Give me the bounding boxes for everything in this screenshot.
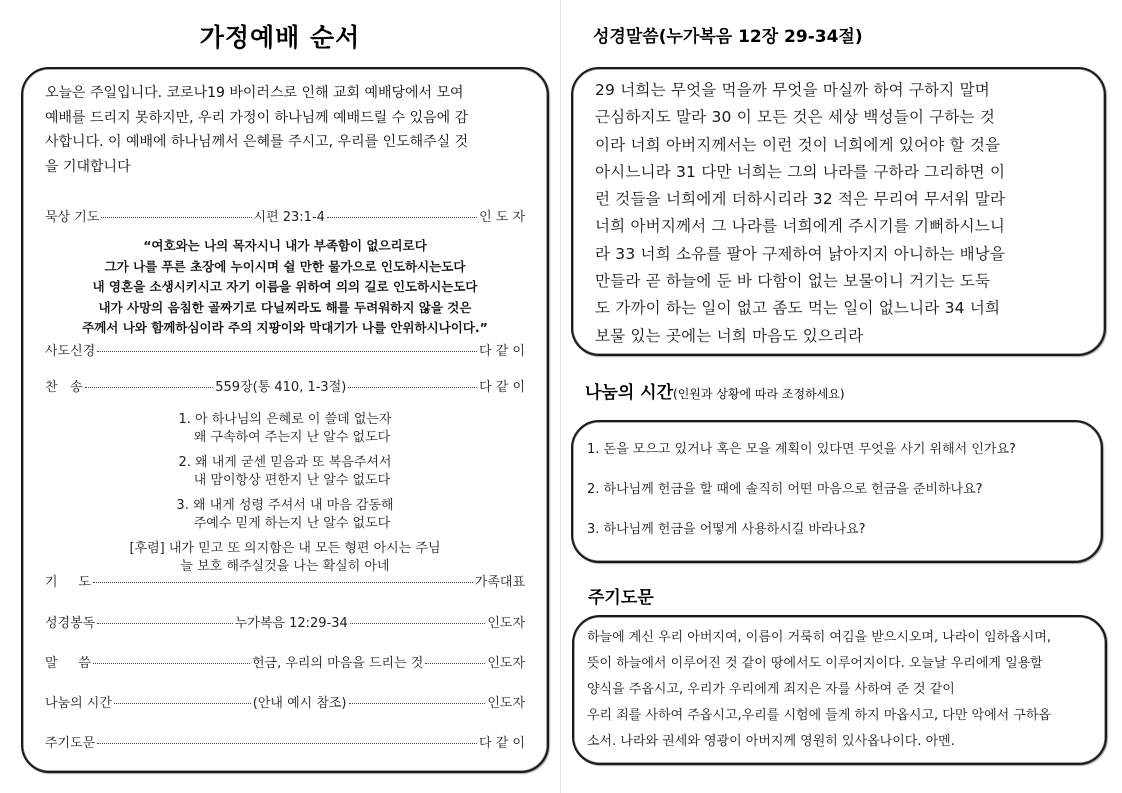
order-leader: 다 같 이 bbox=[479, 344, 525, 359]
dot-leader bbox=[93, 582, 473, 583]
order-leader: 다 같 이 bbox=[479, 380, 526, 395]
order-label: 말 씀 bbox=[45, 656, 91, 671]
dot-leader bbox=[97, 623, 233, 624]
order-detail: (안내 예시 참조) bbox=[252, 696, 347, 711]
order-row-scripture-reading bbox=[45, 612, 525, 631]
intro-line: 예배를 드리지 못하지만, 우리 가정이 하나님께 예배드릴 수 있음에 감 bbox=[45, 109, 469, 126]
order-row-lords-prayer bbox=[45, 732, 525, 751]
hymn-line: 주예수 믿게 하는지 난 알수 없도다 bbox=[193, 516, 391, 531]
order-leader: 가족대표 bbox=[474, 575, 525, 590]
sharing-subtitle: (인원과 상황에 따라 조정하세요) bbox=[673, 387, 845, 401]
order-detail: 누가복음 12:29-34 bbox=[234, 616, 348, 631]
dot-leader bbox=[101, 217, 251, 218]
order-label: 묵상 기도 bbox=[45, 210, 100, 225]
order-label: 사도신경 bbox=[45, 344, 96, 359]
dot-leader bbox=[97, 743, 477, 744]
lords-prayer-line: 뜻이 하늘에서 이루어진 것 같이 땅에서도 이루어지이다. 오늘날 우리에게 일용할 bbox=[587, 656, 1043, 671]
order-row-prayer bbox=[45, 571, 525, 590]
hymn-line: [후렴] 내가 믿고 또 의지함은 내 모든 형편 아시는 주님 bbox=[129, 541, 441, 556]
intro-line: 사합니다. 이 예배에 하나님께서 은혜를 주시고, 우리를 인도해주실 것 bbox=[45, 134, 469, 150]
hymn-line: 2. 왜 내게 굳센 믿음과 또 복음주셔서 bbox=[178, 455, 392, 470]
lords-prayer-line: 하늘에 계신 우리 아버지여, 이름이 거룩히 여김을 받으시오며, 나라이 임하옵시며, bbox=[587, 630, 1052, 645]
worship-order-box bbox=[21, 67, 549, 773]
sharing-questions-box bbox=[571, 420, 1103, 563]
sharing-question: 1. 돈을 모으고 있거나 혹은 모을 계획이 있다면 무엇을 사기 위해서 인가요? bbox=[587, 442, 1016, 457]
order-label: 찬 송 bbox=[45, 380, 83, 395]
lords-prayer-line: 우리 죄를 사하여 주옵시고,우리를 시험에 들게 하지 마옵시고, 다만 악에서 구하옵 bbox=[587, 708, 1052, 723]
sharing-question: 3. 하나님께 헌금을 어떻게 사용하시길 바라나요? bbox=[587, 522, 866, 537]
scripture-line: 29 너희는 무엇을 먹을까 무엇을 마실까 하여 구하지 말며 bbox=[595, 81, 990, 99]
sharing-heading bbox=[585, 378, 845, 403]
order-row-sermon bbox=[45, 652, 525, 671]
sharing-title: 나눔의 시간 bbox=[585, 383, 674, 403]
lords-prayer-text bbox=[587, 625, 1095, 755]
order-row-sharing-time bbox=[45, 692, 525, 711]
intro-paragraph bbox=[45, 81, 525, 179]
order-label: 성경봉독 bbox=[45, 616, 96, 631]
scripture-line: 런 것들을 너희에게 더하시리라 32 적은 무리여 무서워 말라 bbox=[595, 190, 1006, 209]
hymn-lyrics bbox=[23, 411, 547, 583]
psalm-line: 주께서 나와 함께하심이라 주의 지팡이와 막대기가 나를 안위하시나이다.” bbox=[82, 320, 488, 335]
page-title: 가정예배 순서 bbox=[199, 23, 361, 52]
dot-leader bbox=[327, 217, 477, 218]
order-leader: 인 도 자 bbox=[479, 210, 526, 225]
scripture-heading: 성경말씀(누가복음 12장 29-34절) bbox=[593, 27, 863, 47]
order-label: 나눔의 시간 bbox=[45, 696, 112, 711]
hymn-line: 왜 구속하여 주는지 난 알수 없도다 bbox=[193, 430, 391, 445]
sharing-question: 2. 하나님께 헌금을 할 때에 솔직히 어떤 마음으로 헌금을 준비하나요? bbox=[587, 482, 983, 497]
scripture-line: 너희 아버지께서 그 나라를 너희에게 주시기를 기뻐하시느니 bbox=[595, 217, 1006, 236]
dot-leader bbox=[97, 351, 477, 352]
order-leader: 인도자 bbox=[487, 696, 526, 711]
order-leader: 인도자 bbox=[487, 656, 525, 671]
scripture-line: 라 33 너희 소유를 팔아 구제하여 낡아지지 아니하는 배낭을 bbox=[595, 244, 1006, 263]
page-divider bbox=[560, 0, 561, 793]
dot-leader bbox=[348, 387, 477, 388]
hymn-line: 내 맘이항상 편한지 난 알수 없도다 bbox=[193, 473, 391, 488]
dot-leader bbox=[114, 703, 251, 704]
order-row-hymn bbox=[45, 376, 525, 395]
psalm-line: 내 영혼을 소생시키시고 자기 이름을 위하여 의의 길로 인도하시는도다 bbox=[92, 279, 478, 294]
order-label: 주기도문 bbox=[45, 736, 96, 751]
psalm-23-passage bbox=[23, 236, 547, 339]
lords-prayer-line: 소서. 나라와 권세와 영광이 아버지께 영원히 있사옵나이다. 아멘. bbox=[587, 734, 955, 749]
intro-line: 을 기대합니다 bbox=[45, 158, 131, 175]
scripture-passage bbox=[595, 77, 1083, 350]
dot-leader bbox=[425, 663, 485, 664]
dot-leader bbox=[349, 703, 486, 704]
hymn-verse bbox=[23, 411, 547, 447]
hymn-line: 늘 보호 해주실것을 나는 확실히 아네 bbox=[180, 559, 390, 574]
scripture-line: 근심하지도 말라 30 이 모든 것은 세상 백성들이 구하는 것 bbox=[595, 108, 996, 127]
scripture-line: 이라 너희 아버지께서는 이런 것이 너희에게 있어야 할 것을 bbox=[595, 135, 1001, 154]
scripture-box bbox=[571, 67, 1106, 356]
order-detail: 559장(통 410, 1-3절) bbox=[215, 380, 347, 395]
hymn-verse bbox=[23, 497, 547, 533]
hymn-line: 3. 왜 내게 성령 주셔서 내 마음 감동해 bbox=[176, 498, 394, 513]
order-leader: 다 같 이 bbox=[479, 736, 525, 751]
scripture-line: 보물 있는 곳에는 너희 마음도 있으리라 bbox=[595, 326, 864, 345]
order-row-apostles-creed bbox=[45, 340, 525, 359]
scripture-line: 아시느니라 31 다만 너희는 그의 나라를 구하라 그리하면 이 bbox=[595, 162, 1006, 181]
lords-prayer-heading: 주기도문 bbox=[588, 588, 654, 608]
sharing-question-list bbox=[587, 438, 1087, 558]
dot-leader bbox=[93, 663, 250, 664]
order-row-silent-prayer bbox=[45, 206, 525, 225]
psalm-line: “여호와는 나의 목자시니 내가 부족함이 없으리로다 bbox=[143, 238, 427, 253]
lords-prayer-line: 양식을 주옵시고, 우리가 우리에게 죄지은 자를 사하여 준 것 같이 bbox=[587, 682, 955, 697]
hymn-line: 1. 아 하나님의 은혜로 이 쓸데 없는자 bbox=[178, 412, 392, 427]
order-leader: 인도자 bbox=[487, 616, 526, 631]
dot-leader bbox=[85, 387, 214, 388]
psalm-line: 내가 사망의 음침한 골짜기로 다닐찌라도 해를 두려워하지 않을 것은 bbox=[98, 299, 472, 315]
order-detail: 헌금, 우리의 마음을 드리는 것 bbox=[251, 656, 424, 671]
lords-prayer-box bbox=[572, 615, 1107, 765]
scripture-line: 도 가까이 하는 일이 없고 좀도 먹는 일이 없느니라 34 너희 bbox=[595, 299, 1001, 318]
intro-line: 오늘은 주일입니다. 코로나19 바이러스로 인해 교회 예배당에서 모여 bbox=[45, 85, 464, 101]
psalm-line: 그가 나를 푸른 초장에 누이시며 쉴 만한 물가으로 인도하시는도다 bbox=[104, 258, 466, 274]
scripture-line: 만들라 곧 하늘에 둔 바 다함이 없는 보물이니 거기는 도둑 bbox=[595, 272, 991, 291]
dot-leader bbox=[350, 623, 486, 624]
order-label: 기 도 bbox=[45, 575, 91, 590]
hymn-verse bbox=[23, 454, 547, 490]
order-detail: 시편 23:1-4 bbox=[253, 210, 325, 225]
